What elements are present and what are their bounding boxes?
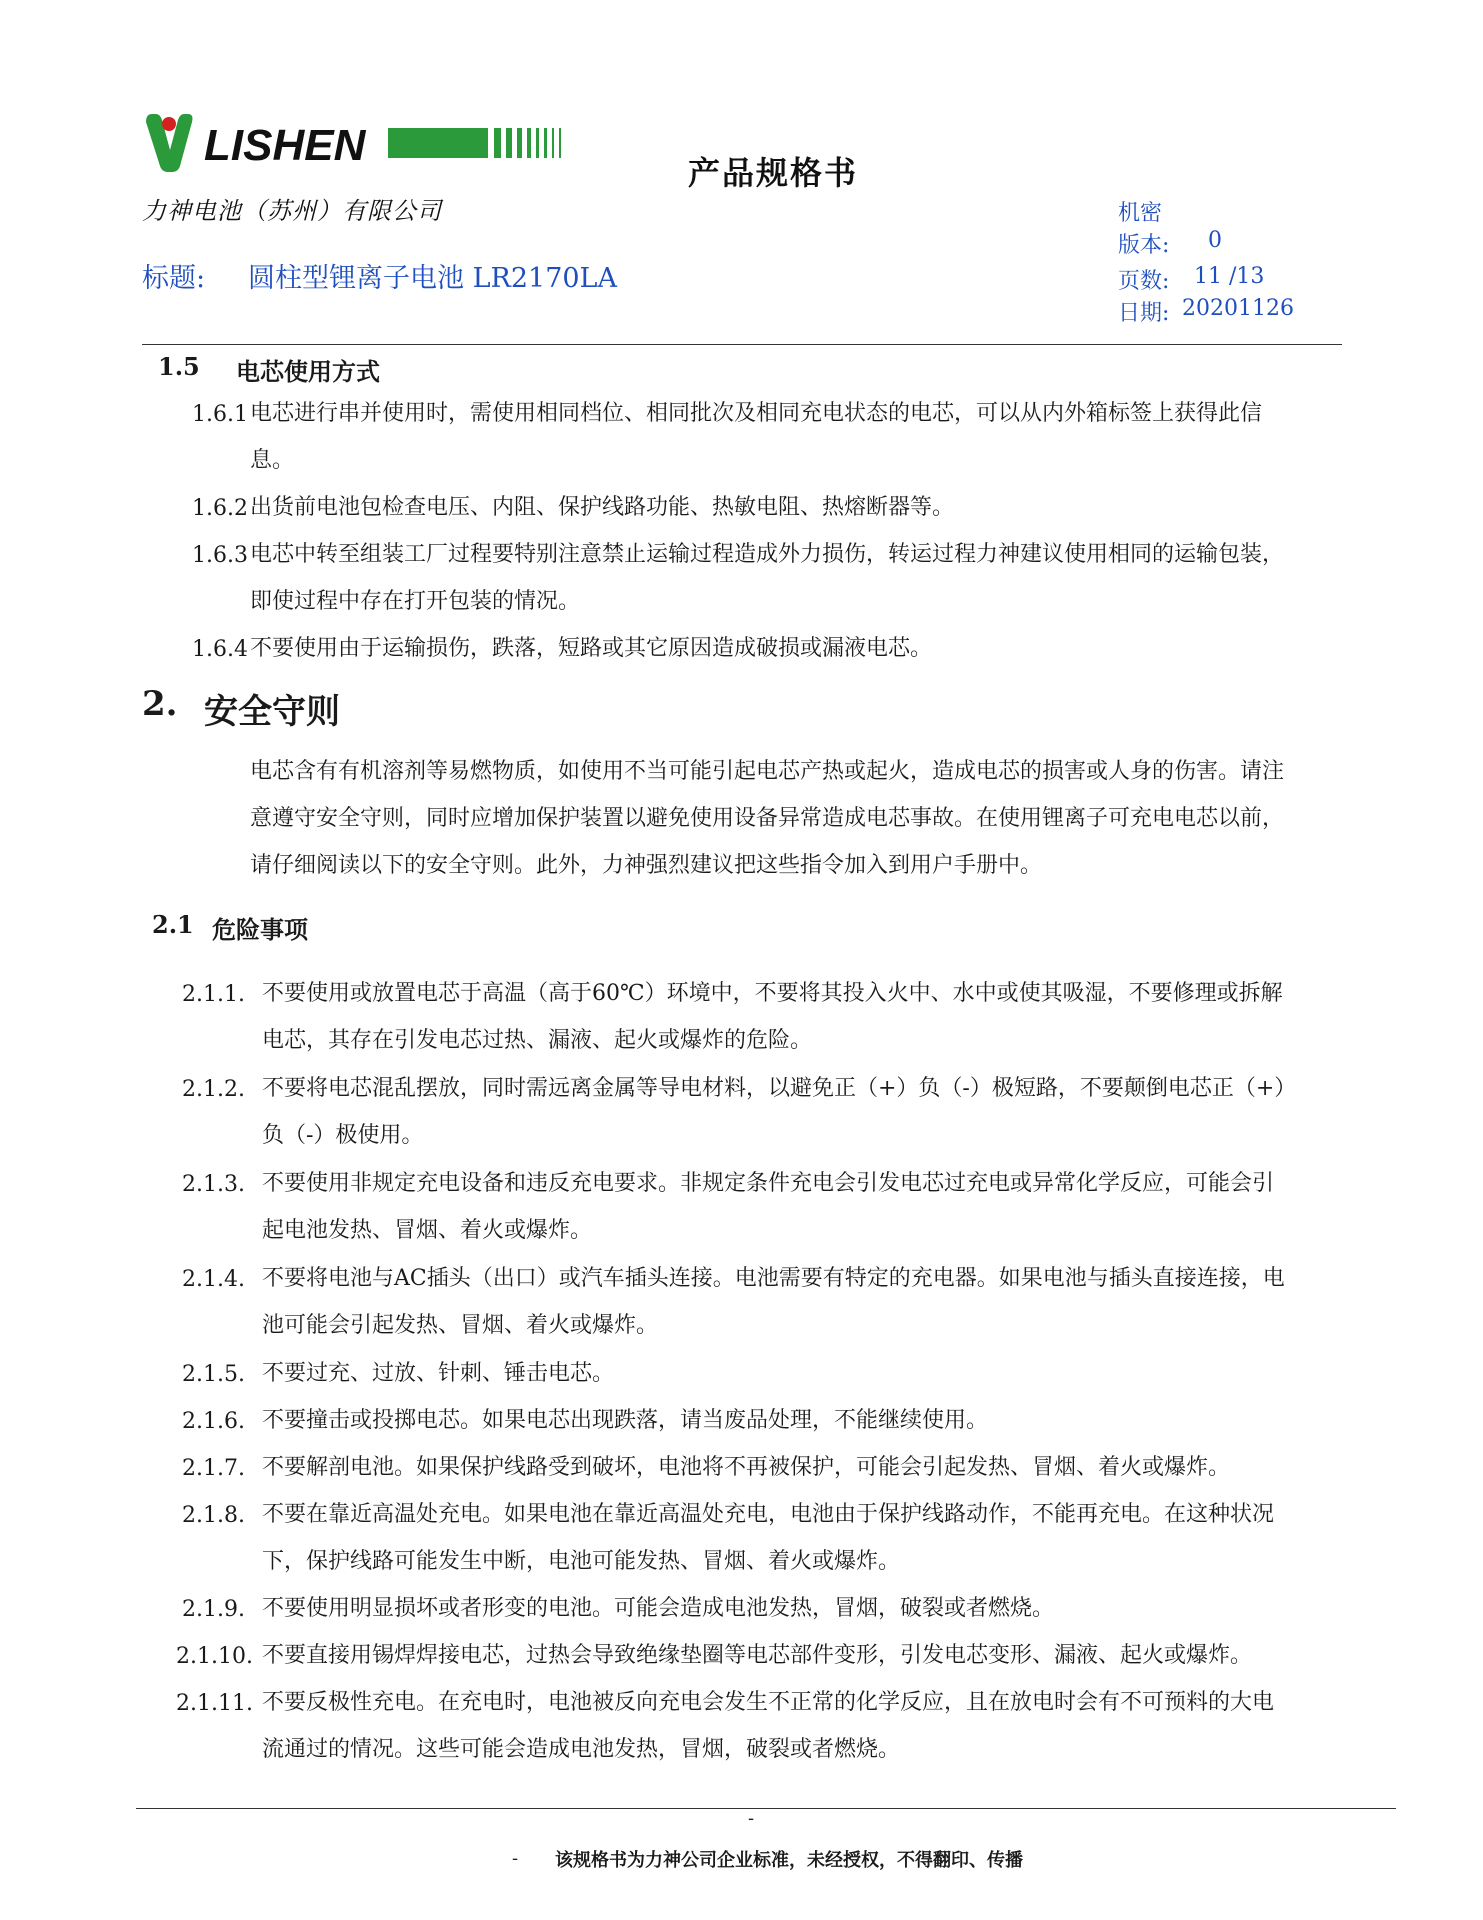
item-text: 不要使用明显损坏或者形变的电池。可能会造成电池发热，冒烟，破裂或者燃烧。: [262, 1596, 1055, 1621]
item-text: 不要直接用锡焊焊接电芯，过热会导致绝缘垫圈等电芯部件变形，引发电芯变形、漏液、起火或爆炸。: [262, 1643, 1253, 1668]
lishen-emblem-icon: [146, 114, 193, 172]
item-text: 不要解剖电池。如果保护线路受到破坏，电池将不再被保护，可能会引起发热、冒烟、着火或爆炸。: [262, 1455, 1231, 1480]
date-label: 日期:: [1118, 301, 1170, 326]
item-text: 不要使用由于运输损伤，跌落，短路或其它原因造成破损或漏液电芯。: [250, 636, 933, 661]
footer-page-marker: -: [748, 1808, 755, 1829]
pages-value: 11 /13: [1194, 264, 1265, 289]
section-2-1-number: 2.1: [152, 910, 194, 939]
item-number: 2.1.8.: [182, 1503, 245, 1528]
item-text: 出货前电池包检查电压、内阻、保护线路功能、热敏电阻、热熔断器等。: [250, 495, 955, 520]
section-2-1-title: 危险事项: [212, 915, 308, 944]
section-2-intro: 电芯含有有机溶剂等易燃物质，如使用不当可能引起电芯产热或起火，造成电芯的损害或人身的伤害。请注 意遵守安全守则，同时应增加保护装置以避免使用设备异常造成电芯事故。在使用锂离子可充电电芯以前， 请仔细阅读以下的安全守则。此外，力神强烈建议把这些指令加入到用户手册中。: [250, 759, 1285, 878]
section-2-number: 2.: [142, 684, 178, 724]
item-number: 1.6.2: [192, 496, 248, 521]
item-text: 不要反极性充电。在充电时，电池被反向充电会发生不正常的化学反应，且在放电时会有不可预料的大电 流通过的情况。这些可能会造成电池发热，冒烟，破裂或者燃烧。: [262, 1690, 1275, 1762]
subject-value: 圆柱型锂离子电池 LR2170LA: [248, 263, 617, 294]
item-text: 不要撞击或投掷电芯。如果电芯出现跌落，请当废品处理，不能继续使用。: [262, 1408, 989, 1433]
item-text: 不要将电池与AC插头（出口）或汽车插头连接。电池需要有特定的充电器。如果电池与插头直接连接，电 池可能会引起发热、冒烟、着火或爆炸。: [262, 1266, 1285, 1338]
item-number: 2.1.2.: [182, 1077, 245, 1102]
item-number: 2.1.5.: [182, 1362, 245, 1387]
footer-dash: -: [512, 1848, 519, 1869]
document-title: 产品规格书: [688, 154, 859, 192]
item-text: 不要在靠近高温处充电。如果电池在靠近高温处充电，电池由于保护线路动作，不能再充电。在这种状况 下，保护线路可能发生中断，电池可能发热、冒烟、着火或爆炸。: [262, 1502, 1275, 1574]
item-text: 不要使用或放置电芯于高温（高于60℃）环境中，不要将其投入火中、水中或使其吸湿，不要修理或拆解 电芯，其存在引发电芯过热、漏液、起火或爆炸的危险。: [262, 981, 1283, 1053]
item-text: 电芯进行串并使用时，需使用相同档位、相同批次及相同充电状态的电芯，可以从内外箱标签上获得此信 息。: [250, 401, 1263, 473]
footer-notice: 该规格书为力神公司企业标准，未经授权，不得翻印、传播: [555, 1850, 1023, 1871]
item-number: 2.1.11.: [176, 1691, 253, 1716]
version-label: 版本:: [1118, 233, 1170, 258]
item-number: 1.6.1: [192, 402, 248, 427]
item-number: 2.1.3.: [182, 1172, 245, 1197]
confidential-label: 机密: [1118, 201, 1163, 226]
item-number: 2.1.9.: [182, 1597, 245, 1622]
item-text: 电芯中转至组装工厂过程要特别注意禁止运输过程造成外力损伤，转运过程力神建议使用相同的运输包装， 即使过程中存在打开包装的情况。: [250, 542, 1285, 614]
date-value: 20201126: [1182, 296, 1294, 321]
item-number: 2.1.6.: [182, 1409, 245, 1434]
company-name: 力神电池（苏州）有限公司: [142, 197, 442, 225]
version-value: 0: [1208, 228, 1222, 253]
item-text: 不要使用非规定充电设备和违反充电要求。非规定条件充电会引发电芯过充电或异常化学反应，可能会引 起电池发热、冒烟、着火或爆炸。: [262, 1171, 1275, 1243]
item-number: 2.1.7.: [182, 1456, 245, 1481]
section-1-5-number: 1.5: [158, 352, 200, 381]
logo-wordmark: LISHEN: [204, 121, 366, 170]
pages-label: 页数:: [1118, 269, 1170, 294]
item-text: 不要将电芯混乱摆放，同时需远离金属等导电材料，以避免正（+）负（-）极短路，不要颠倒电芯正（+） 负（-）极使用。: [262, 1076, 1297, 1148]
item-number: 1.6.3: [192, 543, 248, 568]
item-number: 2.1.1.: [182, 982, 245, 1007]
item-text: 不要过充、过放、针刺、锤击电芯。: [262, 1361, 615, 1386]
header-divider: [142, 344, 1342, 345]
section-2-title: 安全守则: [204, 692, 340, 732]
section-1-5-title: 电芯使用方式: [236, 357, 380, 386]
subject-label: 标题:: [142, 263, 206, 294]
company-logo: [142, 112, 572, 174]
footer-divider: [136, 1808, 1396, 1809]
item-number: 1.6.4: [192, 637, 248, 662]
item-number: 2.1.4.: [182, 1267, 245, 1292]
item-number: 2.1.10.: [176, 1644, 253, 1669]
